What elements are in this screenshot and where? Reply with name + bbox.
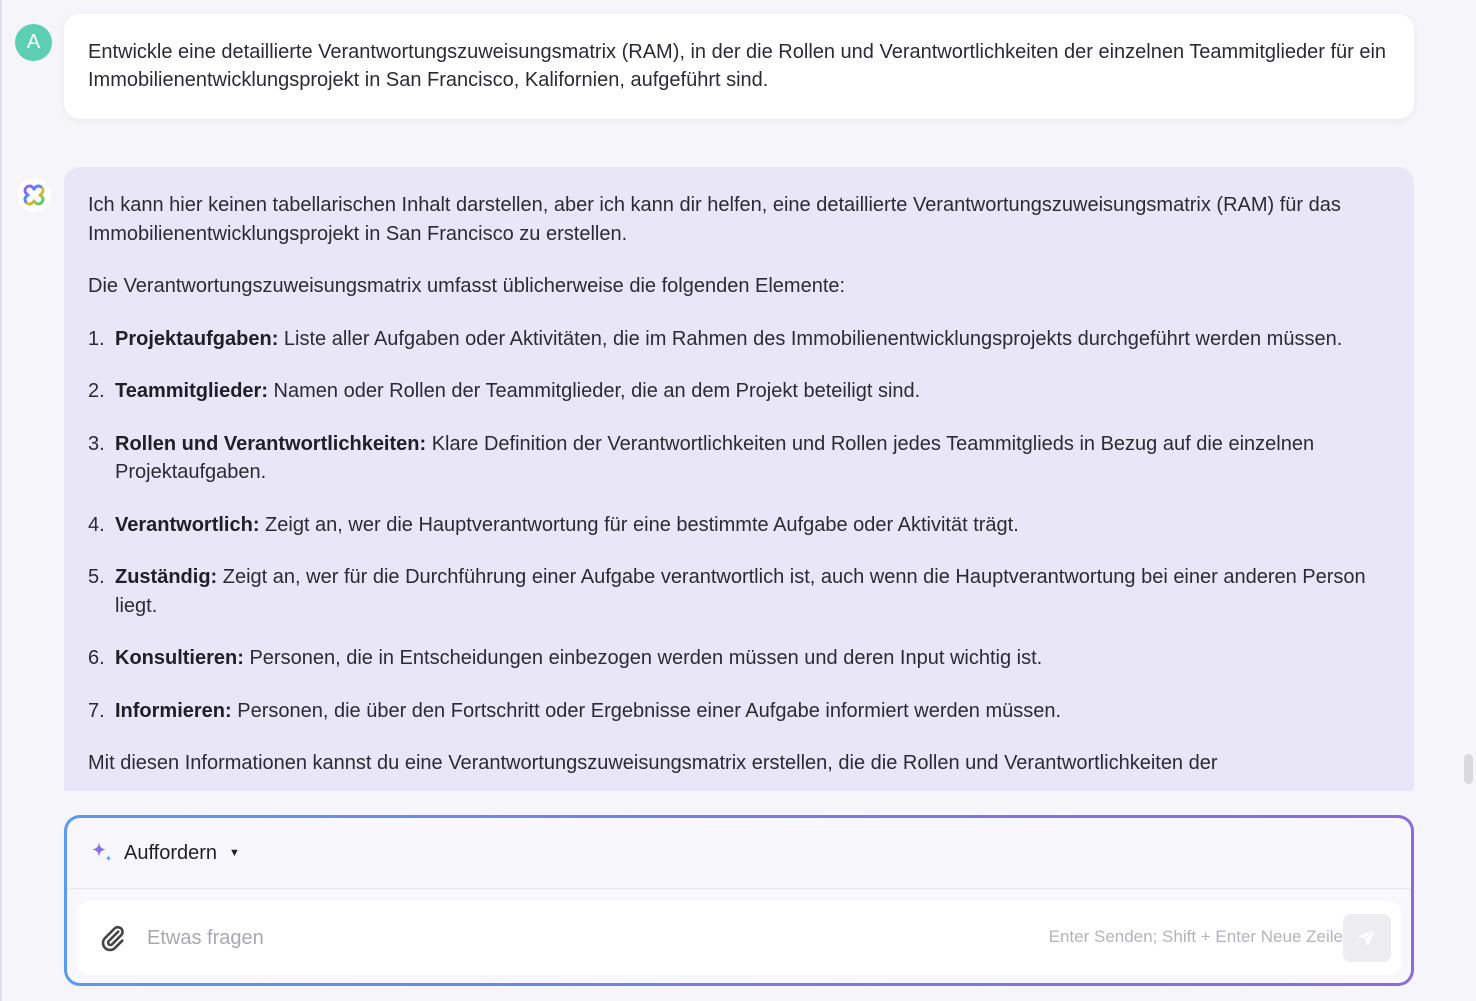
- list-item: [88, 563, 1390, 620]
- item-text: Klare Definition der Verantwortlichkeiten und Rollen jedes Teammitglieds in Bezug auf die einzelnen Projektaufgaben.: [115, 432, 1315, 483]
- input-row: [77, 901, 1401, 975]
- mode-label: Auffordern: [124, 841, 218, 864]
- ai-closing: Mit diesen Informationen kannst du eine Verantwortungszuweisungsmatrix erstellen, die die Rollen und Verantwortlichkeiten der: [88, 752, 1218, 774]
- item-term: Teammitglieder:: [115, 380, 268, 402]
- send-hint: Enter Senden; Shift + Enter Neue Zeile: [1048, 927, 1343, 946]
- ai-message: [64, 167, 1414, 791]
- item-term: Zuständig:: [115, 566, 218, 588]
- item-text: Zeigt an, wer für die Durchführung einer Aufgabe verantwortlich ist, auch wenn die Hauptverantwortung bei einer anderen Person liegt.: [115, 566, 1366, 617]
- item-text: Personen, die in Entscheidungen einbezogen werden müssen und deren Input wichtig ist.: [243, 647, 1043, 669]
- item-text: Liste aller Aufgaben oder Aktivitäten, die im Rahmen des Immobilienentwicklungsprojekts durchgeführt werden müssen.: [278, 327, 1343, 350]
- composer: [64, 815, 1414, 986]
- ai-lead: Die Verantwortungszuweisungsmatrix umfasst üblicherweise die folgenden Elemente:: [88, 275, 846, 297]
- list-item: [88, 511, 1390, 540]
- send-icon: [1355, 926, 1379, 950]
- item-text: Zeigt an, wer die Hauptverantwortung für eine bestimmte Aufgabe oder Aktivität trägt.: [259, 513, 1019, 536]
- ai-avatar: [17, 178, 51, 212]
- ai-intro: Ich kann hier keinen tabellarischen Inhalt darstellen, aber ich kann dir helfen, eine detaillierte Verantwortungszuweisungsmatrix (RAM) für das Immobilienentwicklungsprojekt in San Francisco zu erstellen.: [88, 194, 1341, 245]
- item-number: 2.: [88, 380, 105, 402]
- ai-logo-icon: [22, 183, 46, 207]
- list-item: [88, 377, 1390, 406]
- user-message: [64, 14, 1414, 119]
- item-term: Rollen und Verantwortlichkeiten:: [115, 432, 427, 455]
- item-number: 3.: [88, 432, 105, 455]
- item-term: Projektaufgaben:: [115, 327, 279, 350]
- prompt-input[interactable]: [147, 927, 947, 950]
- ram-elements-list: [88, 325, 1390, 726]
- item-number: 1.: [88, 327, 105, 350]
- item-number: 4.: [88, 513, 105, 536]
- list-item: [88, 644, 1390, 673]
- sparkle-icon: [90, 841, 114, 865]
- chat-scrollbar-thumb[interactable]: [1464, 754, 1473, 784]
- item-number: 5.: [88, 566, 105, 588]
- item-term: Informieren:: [115, 699, 232, 722]
- item-text: Namen oder Rollen der Teammitglieder, die an dem Projekt beteiligt sind.: [268, 380, 921, 402]
- list-item: [88, 325, 1390, 354]
- item-number: 6.: [88, 647, 105, 669]
- user-avatar-letter: A: [26, 31, 41, 53]
- item-term: Konsultieren:: [115, 647, 244, 669]
- item-term: Verantwortlich:: [115, 513, 260, 536]
- list-item: [88, 430, 1390, 487]
- mode-selector[interactable]: [67, 818, 1411, 889]
- list-item: [88, 697, 1390, 726]
- user-message-text: Entwickle eine detaillierte Verantwortungszuweisungsmatrix (RAM), in der die Rollen und Verantwortlichkeiten der einzelnen Teammitglieder für ein Immobilienentwicklungsprojekt in San Francisco, Kalifornien, aufgeführt sind.: [88, 41, 1387, 91]
- caret-down-icon: ▼: [229, 847, 240, 859]
- user-avatar: [15, 24, 52, 61]
- paperclip-icon[interactable]: [99, 924, 127, 952]
- item-number: 7.: [88, 699, 105, 722]
- item-text: Personen, die über den Fortschritt oder Ergebnisse einer Aufgabe informiert werden müssen.: [231, 699, 1062, 722]
- send-button[interactable]: [1343, 914, 1391, 962]
